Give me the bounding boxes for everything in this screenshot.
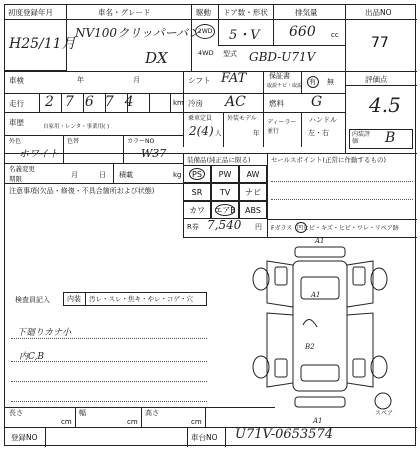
inspector-line1: 下廻りカナ小 [17, 328, 72, 338]
car-name-value: NV100クリッパーバン [75, 26, 200, 40]
drive-label: 駆動 [196, 8, 211, 17]
color-no-label: カラーNO [127, 138, 155, 145]
equip-airbag-circle [215, 204, 235, 216]
height-unit: cm [191, 418, 202, 426]
equip-leather: カワ [183, 201, 211, 219]
warranty-has: 有 [309, 78, 316, 86]
first-reg-value: H25/11月 [9, 36, 76, 52]
fglass-mark [295, 222, 307, 233]
fuel-value: G [311, 94, 323, 110]
diagram-a1-front: A1 [311, 291, 321, 299]
reg-no-label: 登録NO [11, 433, 38, 442]
mileage-unit: km [173, 99, 184, 107]
width-label: 幅 [79, 409, 86, 417]
ext-color-value: ホワイト [19, 149, 59, 160]
width-unit: cm [127, 418, 138, 426]
warranty-sub: 取説ナビ・取説 [267, 83, 303, 89]
recycle-unit: 円 [255, 223, 262, 231]
model-value: GBD-U71V [249, 50, 316, 64]
equip-navi: ナビ [239, 183, 267, 201]
doors-value: 5・V [229, 28, 260, 43]
inspection-label: 車検 [9, 76, 24, 85]
shift-value: FAT [221, 71, 247, 86]
displacement-unit: cc [331, 31, 339, 39]
shift-label: シフト [188, 76, 211, 85]
chassis-value: U71V-0653574 [235, 427, 333, 442]
equip-tv: TV [211, 183, 239, 201]
change-month: 月 [71, 171, 78, 179]
equip-sr: SR [183, 183, 211, 201]
score-label: 評価点 [365, 75, 388, 84]
sales-point-label: セールスポイント(正常に作動するもの) [271, 156, 386, 164]
displacement-label: 排気量 [295, 8, 318, 17]
length-unit: cm [61, 418, 72, 426]
capacity-unit: 人 [215, 129, 222, 137]
equip-ps: PS [183, 165, 211, 183]
color-no-value: W37 [141, 147, 167, 160]
mileage-value: 27674 [45, 94, 145, 110]
recycle-value: 7,540 [207, 218, 242, 232]
interior-value: B [385, 130, 396, 146]
name-grade-label: 車名・グレード [98, 8, 151, 17]
inspector-interior: 内装 [67, 295, 81, 303]
ac-value: AC [225, 94, 246, 110]
recycle-label: R券 [187, 223, 199, 231]
handle-label: ハンドル [309, 116, 337, 124]
lot-label: 出品NO [365, 8, 392, 17]
length-label: 長さ [9, 409, 23, 417]
drive-4wd: 4WD [198, 49, 214, 57]
notes-label: 注意事項(欠品・修復・不具合箇所および状態) [9, 187, 155, 195]
inspector-label: 検査員記入 [15, 296, 50, 304]
diagram-a1-top: A1 [315, 237, 325, 245]
equip-ps-circle [189, 168, 205, 180]
diagram-a1-bottom: A1 [313, 417, 323, 425]
ext-color-label: 外色 [9, 138, 22, 145]
equipment-title: 装備品(純正品に限る) [187, 156, 251, 164]
dealer-label: ディーラー並行 [267, 119, 297, 135]
warranty-label: 保証書 [269, 72, 290, 80]
grade-value: DX [145, 49, 168, 67]
inspection-year: 年 [77, 76, 84, 84]
lot-value: 77 [371, 35, 389, 51]
history-sub: 自家用・レンタ・事業用( ) [43, 124, 110, 130]
diagram-b2: B2 [305, 343, 315, 351]
model-label: 型式 [223, 50, 237, 58]
capacity-label: 乗車定員 [188, 115, 213, 122]
ac-label: 冷房 [188, 99, 203, 108]
trim-label: 色替 [67, 138, 80, 145]
car-diagram [245, 243, 395, 415]
fglass-label: Fガラス [271, 225, 293, 232]
change-label: 名義変更 [9, 165, 35, 173]
warranty-none: 無 [327, 78, 334, 86]
body-model-unit: 年 [253, 129, 260, 137]
interior-label: 内装評価 [352, 131, 371, 145]
cargo-label: 積載 [119, 171, 133, 179]
inspector-line2: 内C,B [19, 352, 45, 362]
equip-pw: PW [211, 165, 239, 183]
inspection-month: 月 [133, 76, 140, 84]
score-value: 4.5 [369, 93, 401, 117]
mileage-label: 走行 [9, 99, 24, 108]
drive-2wd: 2WD [198, 28, 213, 35]
chassis-label: 車台NO [191, 433, 218, 442]
capacity-value: 2(4) [189, 124, 214, 138]
change-day: 日 [99, 171, 106, 179]
equip-abs: ABS [239, 201, 267, 219]
body-model-label: 外装モデル [227, 115, 257, 122]
auction-sheet [4, 4, 416, 446]
cargo-unit: kg [173, 171, 182, 179]
first-reg-label: 初度登録年月 [8, 8, 53, 17]
equip-aw: AW [239, 165, 267, 183]
diagram-spare: スペア [375, 410, 394, 417]
fuel-label: 燃料 [269, 99, 284, 108]
history-label: 車歴 [9, 118, 24, 127]
doors-label: ドア数・形状 [223, 8, 268, 17]
fglass-notes: 凹ヒビ・キズ・ヒビ・ワレ・リペア跡 [297, 225, 399, 232]
equip-airbag: エアB [211, 201, 239, 219]
inspector-tokens: 汚レ・スレ・焦キ・やレ・コゲ・穴 [89, 295, 193, 303]
height-label: 高さ [145, 409, 159, 417]
change-deadline: 期限 [9, 175, 22, 183]
displacement-value: 660 [289, 24, 316, 40]
handle-value: 左・右 [308, 129, 329, 137]
